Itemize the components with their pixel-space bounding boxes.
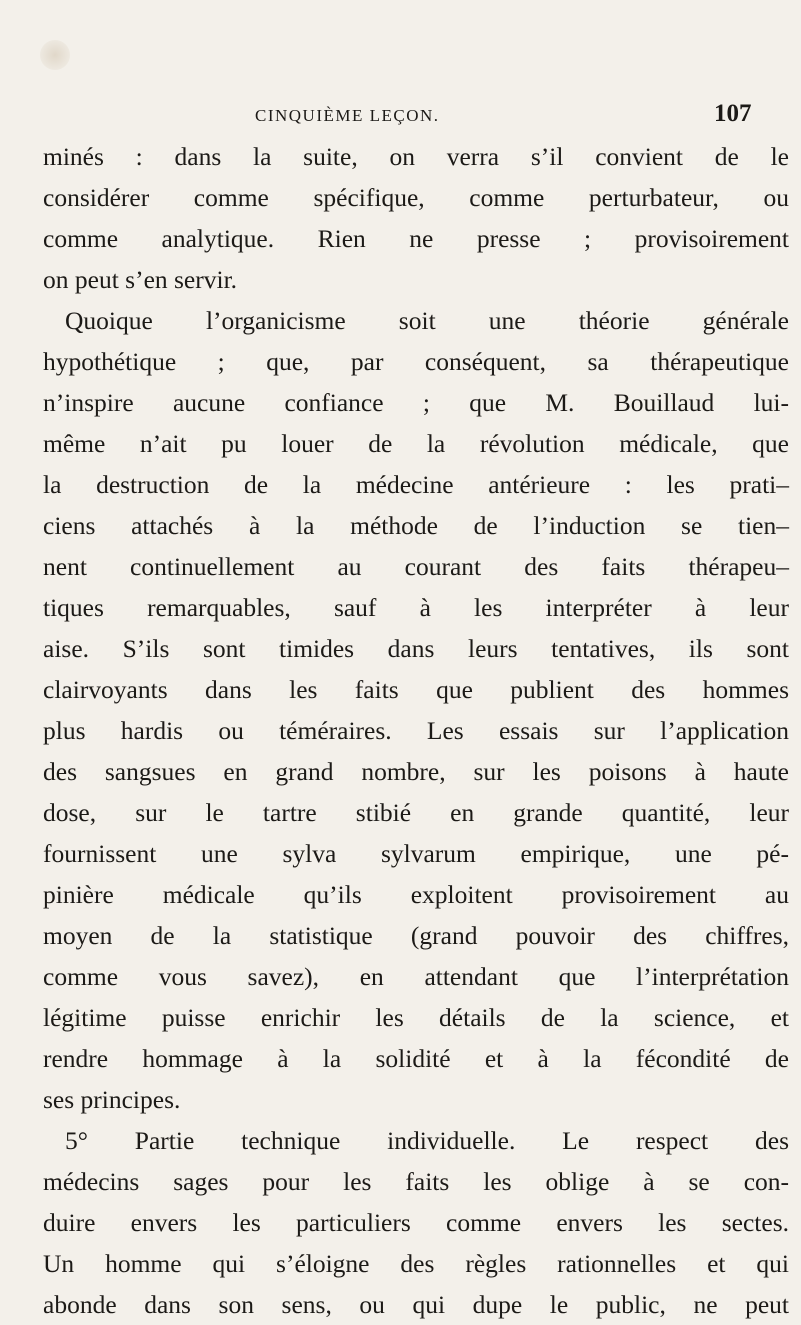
paper-stain	[40, 40, 70, 70]
text-line: aise. S’ils sont timides dans leurs tentatives, ils sont	[43, 634, 789, 663]
text-line: minés : dans la suite, on verra s’il convient de le	[43, 142, 789, 171]
body-text	[43, 136, 789, 1325]
text-line: duire envers les particuliers comme envers les sectes.	[43, 1208, 789, 1237]
text-line: 5° Partie technique individuelle. Le respect des	[65, 1126, 789, 1155]
text-line: considérer comme spécifique, comme perturbateur, ou	[43, 183, 789, 212]
text-line: ciens attachés à la méthode de l’induction se tien–	[43, 511, 789, 540]
text-line: nent continuellement au courant des faits thérapeu–	[43, 552, 789, 581]
text-line: dose, sur le tartre stibié en grande quantité, leur	[43, 798, 789, 827]
text-line: légitime puisse enrichir les détails de la science, et	[43, 1003, 789, 1032]
text-line: comme analytique. Rien ne presse ; provisoirement	[43, 224, 789, 253]
page-number: 107	[714, 100, 752, 127]
running-title: CINQUIÈME LEÇON.	[255, 106, 440, 125]
text-line: hypothétique ; que, par conséquent, sa thérapeutique	[43, 347, 789, 376]
text-line: plus hardis ou téméraires. Les essais sur l’application	[43, 716, 789, 745]
text-line: Quoique l’organicisme soit une théorie générale	[65, 306, 789, 335]
text-line: pinière médicale qu’ils exploitent provisoirement au	[43, 880, 789, 909]
text-line: on peut s’en servir.	[43, 265, 238, 294]
text-line: comme vous savez), en attendant que l’interprétation	[43, 962, 789, 991]
text-line: médecins sages pour les faits les oblige à se con-	[43, 1167, 789, 1196]
text-line: fournissent une sylva sylvarum empirique, une pé-	[43, 839, 789, 868]
running-head	[0, 100, 801, 130]
text-line: n’inspire aucune confiance ; que M. Bouillaud lui-	[43, 388, 789, 417]
text-line: tiques remarquables, sauf à les interpréter à leur	[43, 593, 789, 622]
text-line: ses principes.	[43, 1085, 181, 1114]
text-line: moyen de la statistique (grand pouvoir des chiffres,	[43, 921, 789, 950]
text-line: même n’ait pu louer de la révolution médicale, que	[43, 429, 789, 458]
text-line: abonde dans son sens, ou qui dupe le public, ne peut	[43, 1290, 789, 1319]
text-line: des sangsues en grand nombre, sur les poisons à haute	[43, 757, 789, 786]
text-line: la destruction de la médecine antérieure : les prati–	[43, 470, 789, 499]
text-line: clairvoyants dans les faits que publient des hommes	[43, 675, 789, 704]
text-line: rendre hommage à la solidité et à la fécondité de	[43, 1044, 789, 1073]
text-line: Un homme qui s’éloigne des règles rationnelles et qui	[43, 1249, 789, 1278]
